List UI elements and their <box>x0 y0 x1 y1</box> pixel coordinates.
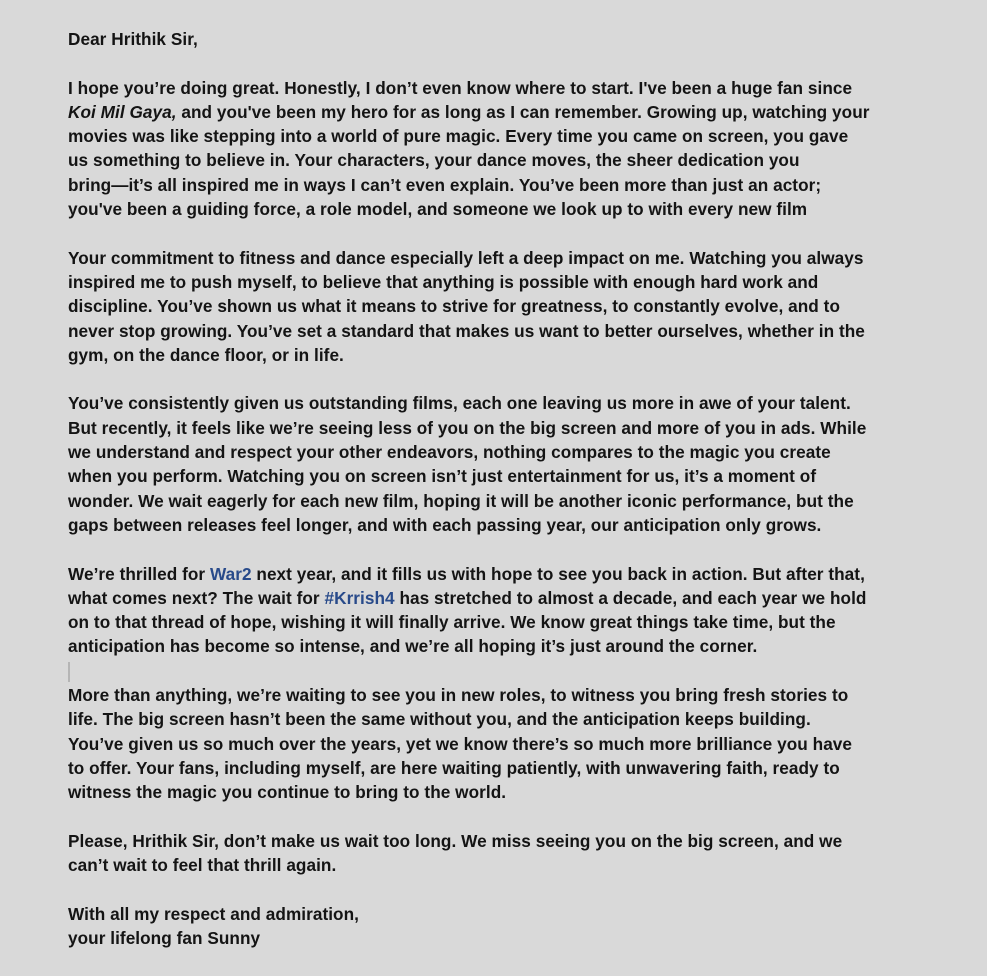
paragraph-line-post: next year, and it fills us with hope to see you back in action. But after that, <box>251 563 865 584</box>
paragraph-line: Please, Hrithik Sir, don’t make us wait too long. We miss seeing you on the big screen, and we <box>68 830 843 851</box>
paragraph-4 <box>68 562 928 659</box>
paragraph-5 <box>68 683 928 804</box>
paragraph-line: You’ve consistently given us outstanding films, each one leaving us more in awe of your talent. <box>68 393 851 414</box>
paragraph-2 <box>68 246 928 367</box>
paragraph-line: discipline. You’ve shown us what it means to strive for greatness, to constantly evolve, and to <box>68 296 840 317</box>
paragraph-line: wonder. We wait eagerly for each new film, hoping it will be another iconic performance, but the <box>68 490 854 511</box>
paragraph-line: witness the magic you continue to bring to the world. <box>68 782 507 803</box>
paragraph-line: to offer. Your fans, including myself, are here waiting patiently, with unwavering faith, ready to <box>68 757 840 778</box>
paragraph-line <box>68 586 928 610</box>
paragraph-line: on to that thread of hope, wishing it will finally arrive. We know great things take time, but the <box>68 612 836 633</box>
paragraph-line-pre: We’re thrilled for <box>68 563 210 584</box>
paragraph-6 <box>68 829 928 878</box>
greeting <box>68 27 928 51</box>
paragraph-line: can’t wait to feel that thrill again. <box>68 855 337 876</box>
paragraph-line: movies was like stepping into a world of pure magic. Every time you came on screen, you gave <box>68 126 849 147</box>
text-caret <box>68 662 70 682</box>
letter-body <box>68 27 928 950</box>
paragraph-line: You’ve given us so much over the years, yet we know there’s so much more brilliance you have <box>68 733 853 754</box>
paragraph-line-rest: and you've been my hero for as long as I can remember. Growing up, watching your <box>176 101 870 122</box>
paragraph-line: never stop growing. You’ve set a standard that makes us want to better ourselves, whether in the <box>68 320 865 341</box>
paragraph-line: bring—it’s all inspired me in ways I can’t even explain. You’ve been more than just an actor; <box>68 174 822 195</box>
paragraph-1 <box>68 76 928 222</box>
closing-line: With all my respect and admiration, <box>68 903 359 924</box>
paragraph-line: anticipation has become so intense, and we’re all hoping it’s just around the corner. <box>68 636 758 657</box>
war2-hashtag-link[interactable]: War2 <box>209 563 252 584</box>
paragraph-line: you've been a guiding force, a role model, and someone we look up to with every new film <box>68 199 808 220</box>
greeting-text: Dear Hrithik Sir, <box>68 29 198 49</box>
text-cursor-row[interactable] <box>68 659 928 683</box>
paragraph-line <box>68 100 928 124</box>
krrish4-hashtag-link[interactable]: #Krrish4 <box>324 587 395 608</box>
paragraph-line-pre: what comes next? The wait for <box>68 587 325 608</box>
paragraph-line: Your commitment to fitness and dance especially left a deep impact on me. Watching you always <box>68 247 864 268</box>
paragraph-line <box>68 562 928 586</box>
paragraph-line-post: has stretched to almost a decade, and each year we hold <box>394 587 867 608</box>
paragraph-line: us something to believe in. Your characters, your dance moves, the sheer dedication you <box>68 150 800 171</box>
paragraph-line: More than anything, we’re waiting to see you in new roles, to witness you bring fresh stories to <box>68 685 849 706</box>
film-title: Koi Mil Gaya, <box>68 101 177 122</box>
paragraph-line: gaps between releases feel longer, and with each passing year, our anticipation only grows. <box>68 514 822 535</box>
paragraph-line: gym, on the dance floor, or in life. <box>68 344 344 365</box>
paragraph-line: But recently, it feels like we’re seeing less of you on the big screen and more of you in ads. While <box>68 417 867 438</box>
paragraph-3 <box>68 391 928 537</box>
paragraph-line: life. The big screen hasn’t been the same without you, and the anticipation keeps building. <box>68 709 811 730</box>
paragraph-line: inspired me to push myself, to believe that anything is possible with enough hard work and <box>68 271 819 292</box>
signature-line: your lifelong fan Sunny <box>68 927 261 948</box>
paragraph-line: I hope you’re doing great. Honestly, I don’t even know where to start. I've been a huge fan since <box>68 77 853 98</box>
paragraph-line: we understand and respect your other endeavors, nothing compares to the magic you create <box>68 442 831 463</box>
closing <box>68 902 928 951</box>
paragraph-line: when you perform. Watching you on screen isn’t just entertainment for us, it’s a moment of <box>68 466 817 487</box>
